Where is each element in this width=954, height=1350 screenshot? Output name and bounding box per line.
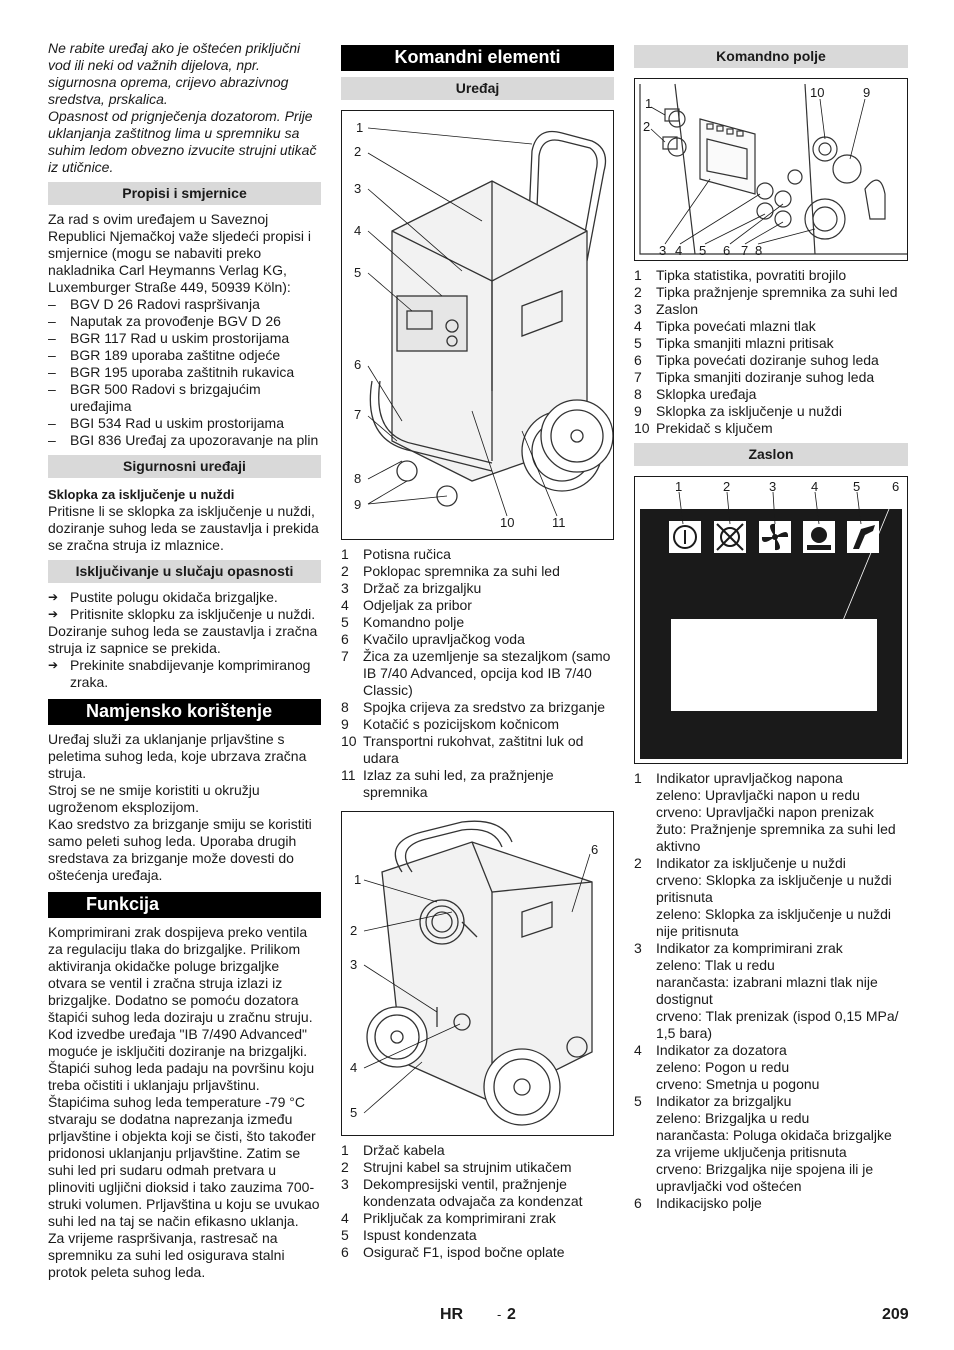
list-item: 11 Izlaz za suhi led, za pražnjenje spremnika — [341, 767, 554, 800]
column-middle — [341, 40, 614, 1261]
fig3-label-9: 9 — [863, 85, 871, 100]
opasnost-steps — [48, 589, 321, 623]
list-item: 10 Prekidač s ključem — [634, 420, 773, 436]
fig4-label-4: 4 — [811, 479, 819, 494]
list-item: – Naputak za provođenje BGV D 26 — [48, 313, 321, 330]
display-figure — [634, 476, 908, 764]
warning-text-1: Ne rabite uređaj ako je oštećen priključni vod ili neki od važnih dijelova, npr. sigurnosna oprema, crijevo abrazivnog sredstva, prskalica. — [48, 40, 301, 107]
list-item: 4 Tipka povećati mlazni tlak — [634, 318, 816, 334]
list-subitem: crveno: Tlak prenizak (ispod 0,15 MPa/ 1,5 bara) — [656, 1008, 899, 1041]
list-item: 1 Potisna ručica — [341, 546, 451, 562]
list-item: 2 Tipka pražnjenje spremnika za suhi led — [634, 284, 898, 300]
display-drawing — [635, 477, 907, 763]
list-item: 4 Indikator za dozatora — [634, 1042, 787, 1058]
fig3-label-5: 5 — [699, 243, 707, 258]
fig3-legend — [634, 267, 908, 437]
funkcija-para-1: Komprimirani zrak dospijeva preko ventila za regulaciju tlaka do brizgaljke. Prilikom aktiviranja okidačke poluge brizgaljke otvara se ventil i zračna struja izlazi iz brizgaljke. Dodatno se pomoću dozatora štapići suhog leda doziraju u zračnu struju. Kod izvedbe uređaja "IB 7/490 Advanced" moguće je isključiti doziranje na brizgaljki. Štapići suhog leda padaju na površinu koju treba očistiti i uklanjaju prljavštinu. Štapićima suhog leda temperature -79 °C stvaraju se dodatna naprezanja između prljavštine i objekta koji se čisti, što također pridonosi uklanjanju prljavštine. Zatim se suhi led pri sudaru odmah pretvara u plinoviti ugljični dioksid i tako zauzima 700-struki volumen. Prljavština u koju se uvukao suhi led na taj se način efikasno uklanja. — [48, 924, 320, 1229]
list-subitem: žuto: Pražnjenje spremnika za suhi led aktivno — [656, 821, 896, 854]
list-item: 5 Ispust kondenzata — [341, 1227, 477, 1243]
namjensko-heading: Namjensko korištenje — [48, 699, 321, 725]
list-item: – BGI 836 Uređaj za upozoravanje na plin — [48, 432, 321, 449]
emergency-stop-indicator-icon — [714, 521, 746, 553]
list-item: ➔ Prekinite snabdijevanje komprimiranog zraka. — [48, 657, 321, 691]
device-front-figure — [341, 110, 614, 540]
fig2-label-6: 6 — [591, 842, 599, 857]
list-item: ➔ Pustite polugu okidača brizgaljke. — [48, 589, 321, 606]
list-subitem: narančasta: Poluga okidača brizgaljke za vrijeme uključenja pritisnuta — [656, 1127, 892, 1160]
device-rear-drawing — [342, 812, 613, 1135]
list-item: 5 Indikator za brizgaljku — [634, 1093, 792, 1109]
list-item: – BGR 195 uporaba zaštitnih rukavica — [48, 364, 321, 381]
warning-block — [48, 40, 321, 176]
fig3-label-10: 10 — [810, 85, 825, 100]
device-front-drawing — [342, 111, 613, 539]
fig3-label-8: 8 — [755, 243, 763, 258]
column-right — [634, 40, 908, 1212]
power-indicator-icon — [669, 521, 701, 553]
column-left — [48, 40, 321, 1281]
device-rear-figure — [341, 811, 614, 1136]
fig1-label-3: 3 — [354, 181, 362, 196]
list-item: 2 Indikator za isključenje u nuždi — [634, 855, 846, 871]
warning-text-2: Opasnost od prignječenja dozatorom. Prije uklanjanja zaštitnog lima u spremniku sa suhim ledom obvezno izvucite strujni utikač iz utičnice. — [48, 108, 317, 175]
footer-section-number: 2 — [507, 1306, 516, 1323]
fig1-label-8: 8 — [354, 471, 362, 486]
list-item: 8 Spojka crijeva za sredstvo za brizganje — [341, 699, 606, 715]
list-item: 7 Tipka smanjiti doziranje suhog leda — [634, 369, 875, 385]
fig3-label-3: 3 — [659, 243, 667, 258]
list-item: 5 Komandno polje — [341, 614, 465, 630]
list-item: 3 Dekompresijski ventil, pražnjenje kondenzata odvajača za kondenzat — [341, 1176, 583, 1209]
opasnost-steps-2 — [48, 657, 321, 691]
fig1-label-11: 11 — [552, 515, 566, 530]
list-item: ➔ Pritisnite sklopku za isključenje u nuždi. — [48, 606, 321, 623]
footer-dash: - — [497, 1307, 502, 1322]
fig2-legend — [341, 1142, 614, 1261]
list-subitem: zeleno: Brizgaljka u redu — [656, 1110, 810, 1126]
list-item: 6 Tipka povećati doziranje suhog leda — [634, 352, 879, 368]
list-item: 1 Tipka statistika, povratiti brojilo — [634, 267, 847, 283]
fig1-legend — [341, 546, 614, 801]
fig4-label-2: 2 — [723, 479, 731, 494]
namjensko-para-3: Kao sredstvo za brizganje smiju se koristiti samo peleti suhog leda. Uporaba drugih sredstava za brizganje može dovesti do oštećenja uređaja. — [48, 816, 312, 883]
fig1-label-1: 1 — [356, 120, 364, 135]
list-item: 3 Zaslon — [634, 301, 699, 317]
list-subitem: zeleno: Sklopka za isključenje u nuždi nije pritisnuta — [656, 906, 892, 939]
fig2-label-2: 2 — [350, 923, 358, 938]
list-item: 4 Odjeljak za pribor — [341, 597, 472, 613]
propisi-list — [48, 296, 321, 449]
list-subitem: crveno: Smetnja u pogonu — [656, 1076, 820, 1092]
sigurnosni-heading: Sigurnosni uređaji — [48, 455, 321, 478]
fig2-label-5: 5 — [350, 1105, 358, 1120]
fig4-label-6: 6 — [892, 479, 900, 494]
blasting-gun-indicator-icon — [847, 521, 879, 553]
list-subitem: zeleno: Tlak u redu — [656, 957, 775, 973]
list-item: 3 Držač za brizgaljku — [341, 580, 482, 596]
list-subitem: crveno: Brizgaljka nije spojena ili je upravljački vod oštećen — [656, 1161, 874, 1194]
fig1-label-2: 2 — [354, 144, 362, 159]
fig1-label-10: 10 — [500, 515, 515, 530]
fig3-label-7: 7 — [741, 243, 749, 258]
fig1-label-4: 4 — [354, 223, 362, 238]
fig1-label-9: 9 — [354, 497, 362, 512]
funkcija-heading: Funkcija — [48, 892, 321, 918]
fig1-label-5: 5 — [354, 265, 362, 280]
opasnost-text: Doziranje suhog leda se zaustavlja i zračna struja iz sapnice se prekida. — [48, 623, 318, 656]
namjensko-para-1: Uređaj služi za uklanjanje prljavštine s peletima suhog leda, koje ubrzava zračna struja. — [48, 731, 307, 781]
list-item: 3 Indikator za komprimirani zrak — [634, 940, 843, 956]
list-subitem: zeleno: Pogon u redu — [656, 1059, 790, 1075]
list-item: 7 Žica za uzemljenje sa stezaljkom (samo IB 7/40 Advanced, opcija kod IB 7/40 Classic) — [341, 648, 611, 698]
fig2-label-3: 3 — [350, 957, 358, 972]
list-item: 2 Strujni kabel sa strujnim utikačem — [341, 1159, 572, 1175]
uredaj-heading: Uređaj — [341, 77, 614, 100]
komandni-heading: Komandni elementi — [341, 45, 614, 71]
zaslon-legend — [634, 770, 908, 1212]
list-item: 2 Poklopac spremnika za suhi led — [341, 563, 560, 579]
control-panel-figure — [634, 78, 908, 261]
namjensko-para-2: Stroj se ne smije koristiti u okružju ugroženom eksplozijom. — [48, 782, 260, 815]
fig4-label-5: 5 — [853, 479, 861, 494]
fig4-label-3: 3 — [769, 479, 777, 494]
komandno-polje-heading: Komandno polje — [634, 45, 908, 68]
list-item: 9 Sklopka za isključenje u nuždi — [634, 403, 842, 419]
list-item: – BGR 189 uporaba zaštitne odjeće — [48, 347, 321, 364]
list-item: 9 Kotačić s pozicijskom kočnicom — [341, 716, 560, 732]
fig3-label-2: 2 — [643, 119, 651, 134]
list-item: 6 Osigurač F1, ispod bočne oplate — [341, 1244, 565, 1260]
footer-page-number: 209 — [882, 1306, 909, 1323]
list-item: 10 Transportni rukohvat, zaštitni luk od udara — [341, 733, 584, 766]
list-item: – BGV D 26 Radovi raspršivanja — [48, 296, 321, 313]
fig3-label-4: 4 — [675, 243, 683, 258]
fig1-label-6: 6 — [354, 357, 362, 372]
list-item: 4 Priključak za komprimirani zrak — [341, 1210, 556, 1226]
sklopka-text: Pritisne li se sklopka za isključenje u nuždi, doziranje suhog leda se zaustavlja i prekida se zračna struja iz mlaznice. — [48, 503, 319, 553]
list-subitem: crveno: Sklopka za isključenje u nuždi pritisnuta — [656, 872, 892, 905]
list-item: – BGI 534 Rad u uskim prostorijama — [48, 415, 321, 432]
control-panel-drawing — [635, 79, 907, 260]
fig2-label-4: 4 — [350, 1060, 358, 1075]
list-item: 8 Sklopka uređaja — [634, 386, 757, 402]
footer-language: HR — [440, 1306, 464, 1323]
list-item: 1 Indikator upravljačkog napona — [634, 770, 843, 786]
fig4-label-1: 1 — [675, 479, 683, 494]
zaslon-heading: Zaslon — [634, 443, 908, 466]
list-subitem: narančasta: izabrani mlazni tlak nije dostignut — [656, 974, 878, 1007]
fig1-label-7: 7 — [354, 407, 362, 422]
propisi-heading: Propisi i smjernice — [48, 182, 321, 205]
list-item: 6 Kvačilo upravljačkog voda — [341, 631, 525, 647]
fig3-label-1: 1 — [645, 96, 653, 111]
list-item: 1 Držač kabela — [341, 1142, 445, 1158]
fig3-label-6: 6 — [723, 243, 731, 258]
dosing-indicator-icon — [803, 521, 835, 553]
fig2-label-1: 1 — [354, 872, 362, 887]
list-item: – BGR 117 Rad u uskim prostorijama — [48, 330, 321, 347]
sklopka-title: Sklopka za isključenje u nuždi — [48, 487, 235, 502]
opasnost-heading: Isključivanje u slučaju opasnosti — [48, 560, 321, 583]
list-item: 5 Tipka smanjiti mlazni pritisak — [634, 335, 834, 351]
list-subitem: crveno: Upravljački napon prenizak — [656, 804, 874, 820]
compressed-air-indicator-icon — [759, 521, 791, 553]
list-item: – BGR 500 Radovi s brizgajućim uređajima — [48, 381, 321, 415]
list-subitem: zeleno: Upravljački napon u redu — [656, 787, 860, 803]
funkcija-para-2: Za vrijeme raspršivanja, rastresač na spremniku za suhi led osigurava stalni protok peleta suhog leda. — [48, 1230, 285, 1280]
list-item: 6 Indikacijsko polje — [634, 1195, 762, 1211]
propisi-text: Za rad s ovim uređajem u Saveznoj Republici Njemačkoj važe sljedeći propisi i smjernice (mogu se nabaviti preko nakladnika Carl Heymanns Verlag KG, Luxemburger Straße 449, 50939 Köln): — [48, 211, 311, 295]
